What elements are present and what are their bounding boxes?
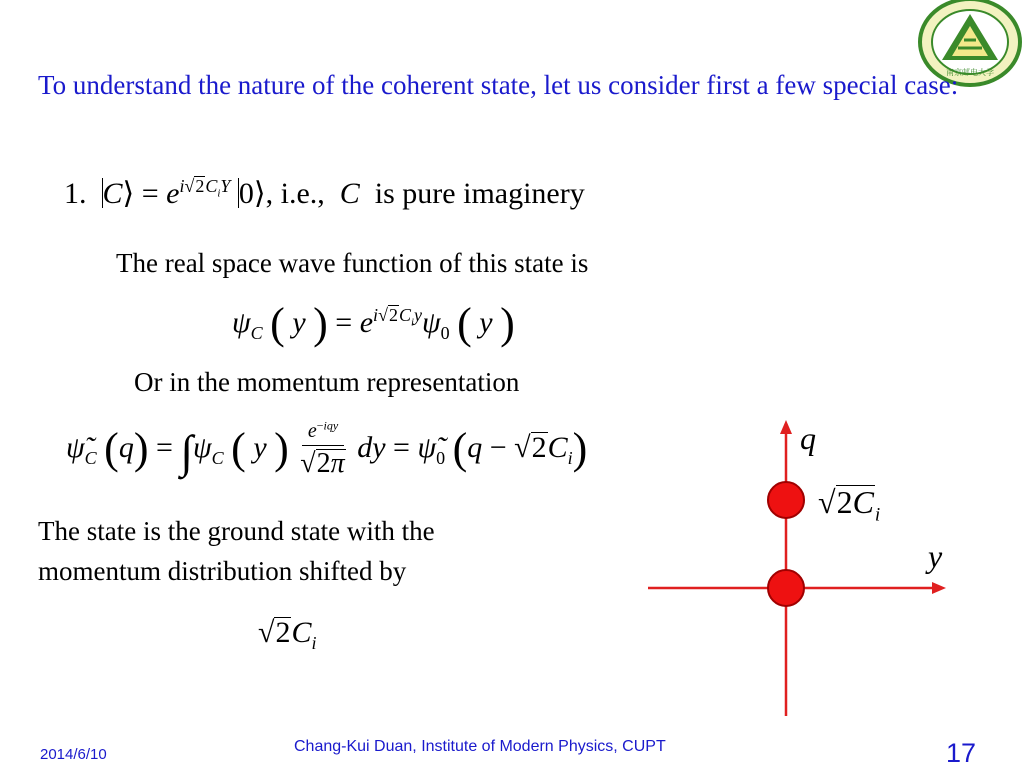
phase-space-diagram (640, 420, 970, 720)
real-space-text: The real space wave function of this state is (116, 248, 589, 278)
origin-state-dot (768, 570, 804, 606)
case1-number: 1. (64, 177, 87, 210)
intro-text: To understand the nature of the coherent state, let us consider first a few special case: (38, 70, 959, 100)
momentum-equation: $\psĩ_C$ $(q) = \int\psi_C$ ( y ) $\frac{e^{-iqy}}{√2\pi}$ dy = $\psĩ_0$ $(q - √2C_i)$ (66, 418, 588, 479)
footer-author: Chang-Kui Duan, Institute of Modern Physics, CUPT (294, 738, 666, 755)
y-axis-label: y (928, 538, 943, 574)
shift-label-value: 2C (836, 484, 874, 520)
ground-state-line1: The state is the ground state with the (38, 516, 435, 546)
footer-date: 2014/6/10 (40, 746, 107, 763)
q-axis-label: q (800, 420, 816, 456)
momentum-text: Or in the momentum representation (134, 367, 520, 397)
shifted-state-dot (768, 482, 804, 518)
y-axis-arrow (932, 582, 946, 594)
case1-equation: 1. C⟩ = $e^{i√2C_iY}$ 0⟩, i.e., C is pure imaginery (64, 176, 585, 210)
real-space-equation: $\psi_C$ ( y ) = $e^{i√2C_iy}\psi_0$ ( y ) (232, 299, 515, 348)
page-number: 17 (946, 738, 977, 768)
shift-expression: $√2C_i$ (258, 616, 317, 653)
shift-label-sub: i (874, 504, 881, 526)
case1-tail: is pure imaginery (374, 177, 585, 210)
shift-label: $√2C_i$ (818, 484, 881, 526)
svg-text:南京邮电大学: 南京邮电大学 (946, 68, 994, 77)
q-axis-arrow (780, 420, 792, 434)
ground-state-line2: momentum distribution shifted by (38, 556, 407, 586)
case1-ie: , i.e., (265, 177, 325, 210)
